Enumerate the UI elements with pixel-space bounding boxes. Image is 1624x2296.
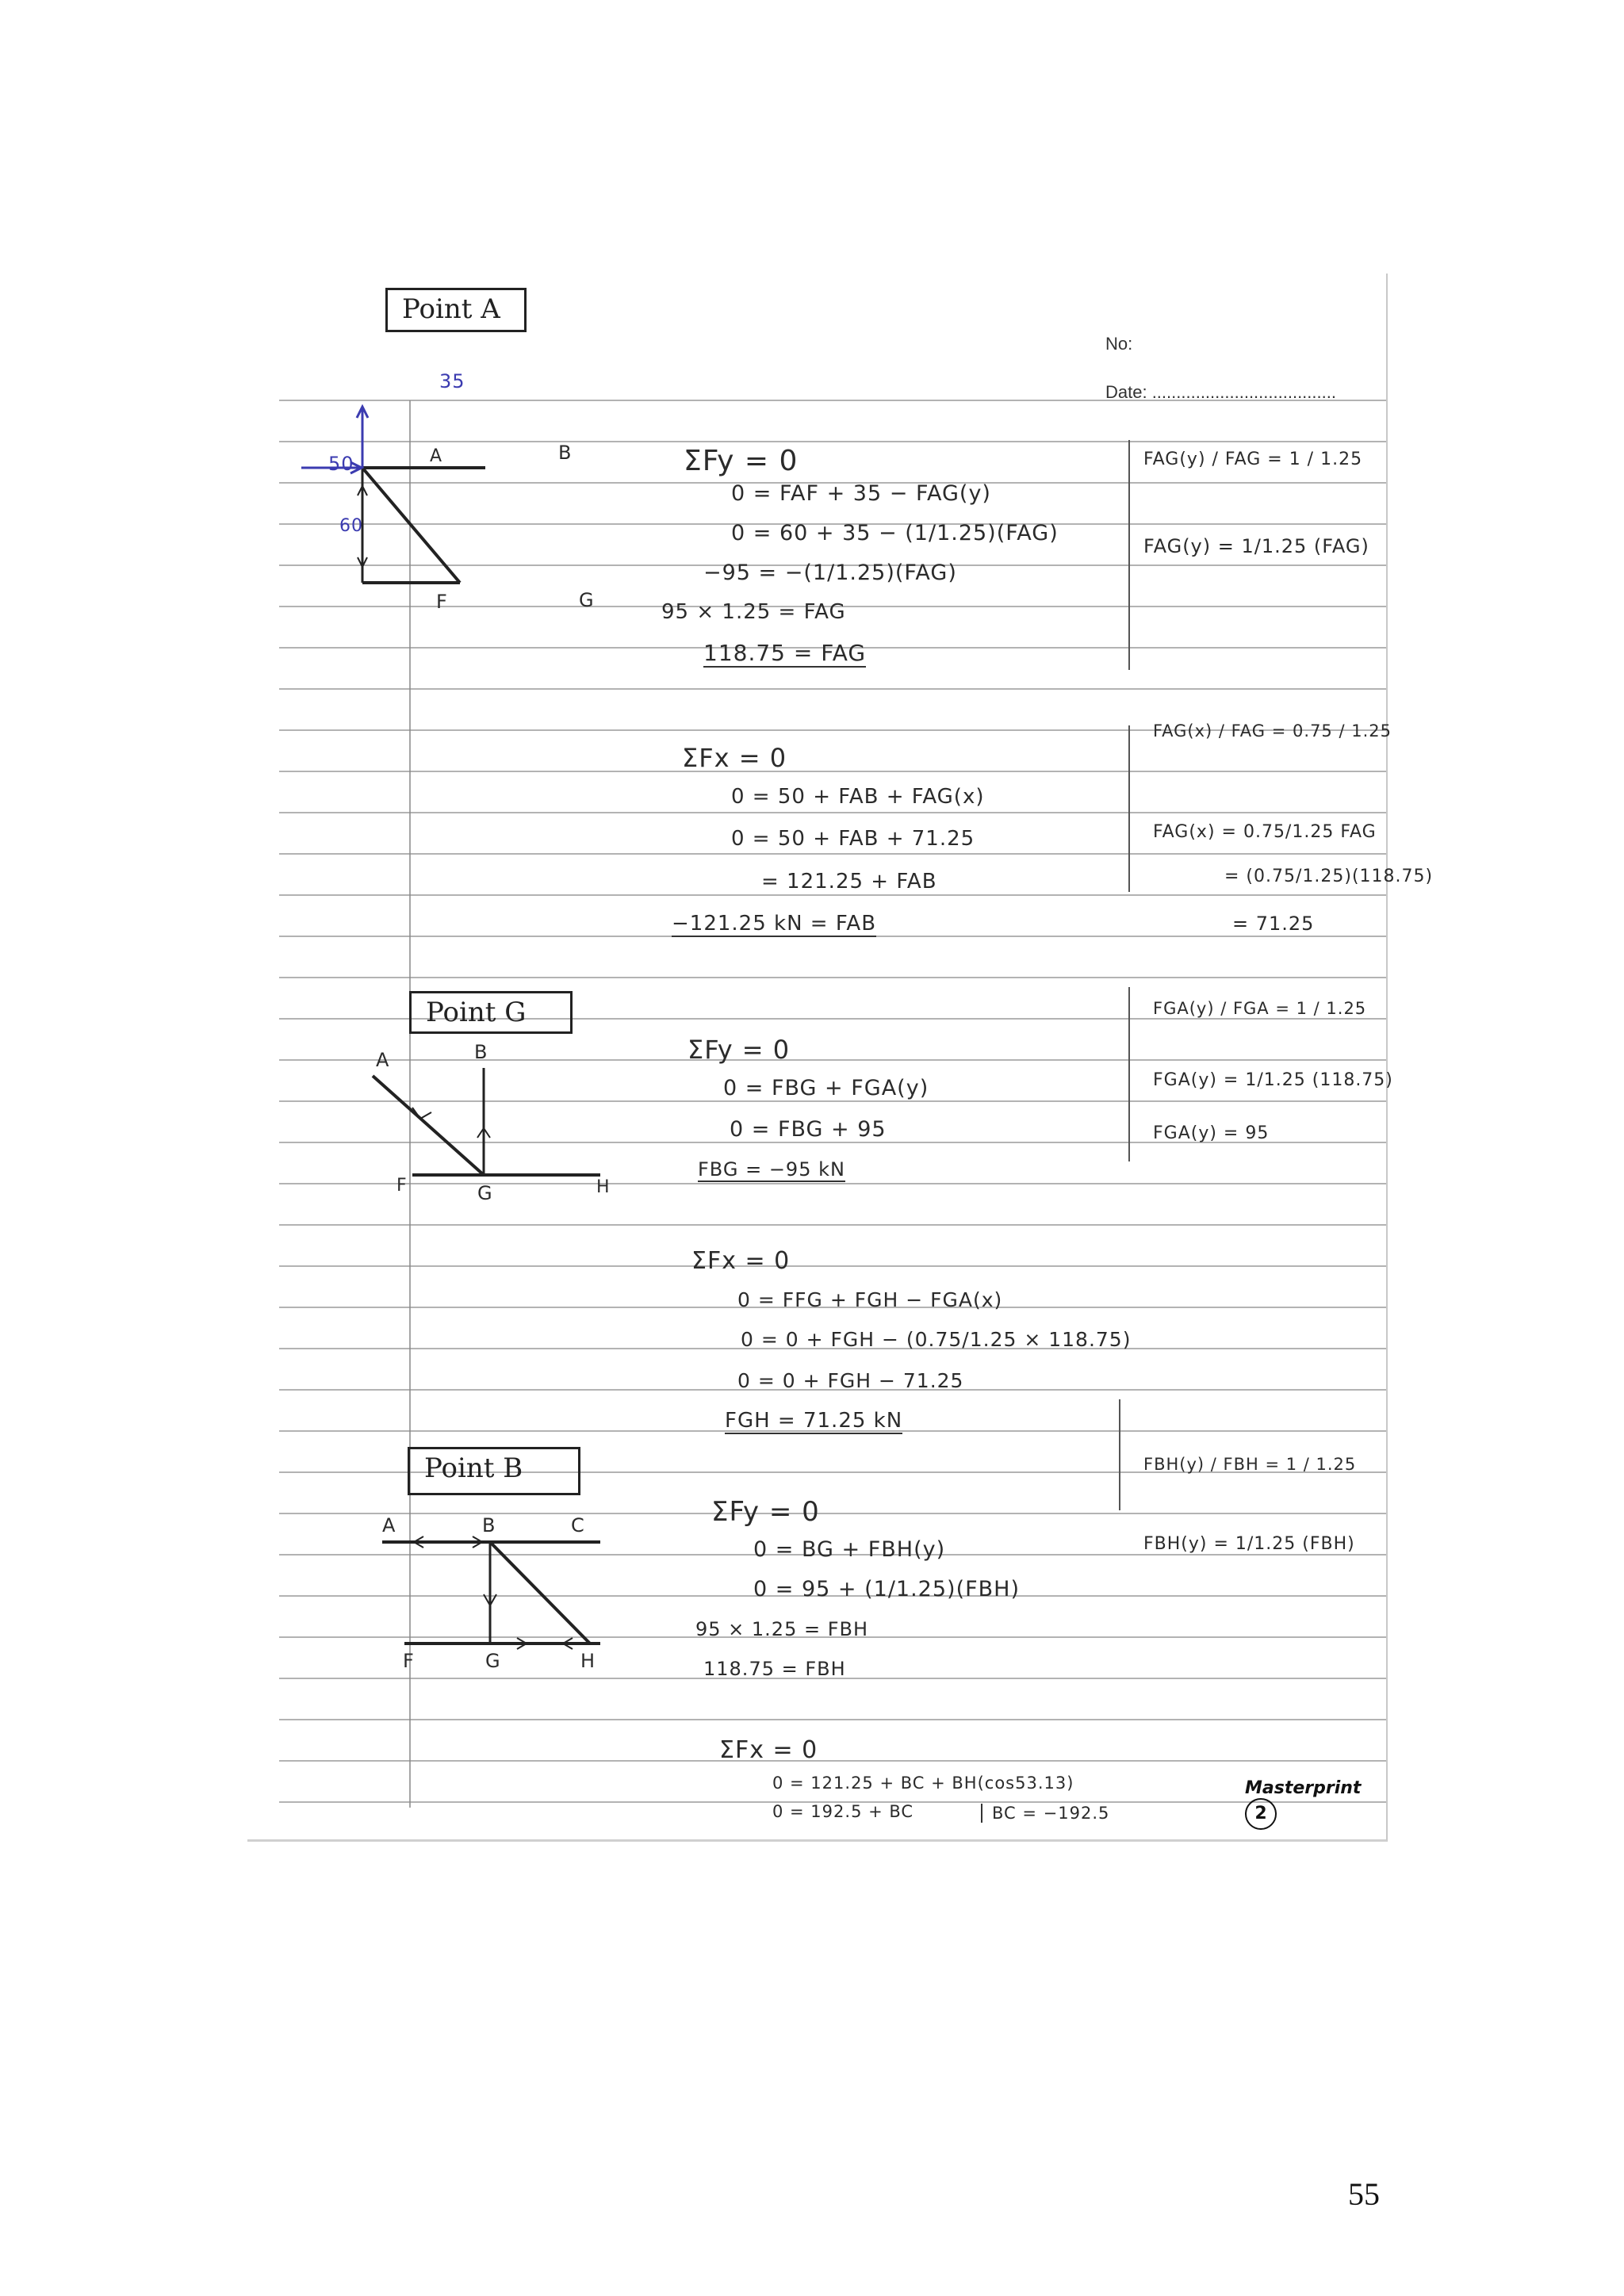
load-35: 35 xyxy=(439,370,465,392)
eq-b-fx-0: ΣFx = 0 xyxy=(719,1736,818,1764)
eq-b-fx-2: 0 = 192.5 + BC xyxy=(772,1802,914,1821)
eq-a-fx-1: 0 = 50 + FAB + FAG(x) xyxy=(731,785,985,809)
eq-b-fx-3: BC = −192.5 xyxy=(981,1804,1109,1823)
eq-b-fy-2: 0 = 95 + (1/1.25)(FBH) xyxy=(753,1577,1020,1601)
eq-b-fy-side-1: FBH(y) = 1/1.25 (FBH) xyxy=(1143,1534,1355,1554)
load-60: 60 xyxy=(339,516,363,536)
eq-a-fx-side-0: FAG(x) / FAG = 0.75 / 1.25 xyxy=(1153,721,1392,740)
date-field-label: Date: ...................................... xyxy=(1105,382,1336,402)
eq-b-fy-0: ΣFy = 0 xyxy=(711,1496,820,1528)
eq-a-fx-side-3: = 71.25 xyxy=(1232,913,1315,935)
g-node-h: H xyxy=(596,1177,611,1197)
eq-a-fy-3: −95 = −(1/1.25)(FAG) xyxy=(703,561,957,585)
notebook-page xyxy=(247,274,1434,1842)
eq-a-fy-1: 0 = FAF + 35 − FAG(y) xyxy=(731,481,991,506)
eq-g-fx-3: 0 = 0 + FGH − 71.25 xyxy=(737,1369,964,1392)
no-field-label: No: xyxy=(1105,334,1133,354)
masterprint-logo xyxy=(1245,1778,1386,1830)
eq-a-fx-3: = 121.25 + FAB xyxy=(761,870,937,894)
eq-g-fy-3: FBG = −95 kN xyxy=(698,1158,845,1181)
masterprint-page-circle: 2 xyxy=(1245,1798,1277,1830)
node-g: G xyxy=(579,589,595,611)
g-node-a: A xyxy=(376,1049,390,1071)
node-a: A xyxy=(430,446,443,466)
load-50: 50 xyxy=(328,453,354,475)
point-b-title: Point B xyxy=(424,1452,523,1484)
eq-a-fy-side-0: FAG(y) / FAG = 1 / 1.25 xyxy=(1143,450,1363,469)
eq-a-fy-side-1: FAG(y) = 1/1.25 (FAG) xyxy=(1143,535,1369,557)
eq-b-fy-3: 95 × 1.25 = FBH xyxy=(695,1618,869,1640)
node-f: F xyxy=(436,591,448,613)
b-node-g: G xyxy=(485,1650,501,1672)
g-node-f: F xyxy=(396,1176,408,1196)
eq-b-fy-1: 0 = BG + FBH(y) xyxy=(753,1537,946,1562)
b-node-c: C xyxy=(571,1514,585,1536)
eq-g-fy-2: 0 = FBG + 95 xyxy=(730,1117,887,1142)
b-node-f: F xyxy=(403,1650,415,1672)
point-b-free-body-diagram xyxy=(247,274,628,1701)
masterprint-logo-text: Masterprint xyxy=(1245,1778,1362,1798)
eq-a-fx-2: 0 = 50 + FAB + 71.25 xyxy=(731,827,975,851)
eq-b-fx-1: 0 = 121.25 + BC + BH(cos53.13) xyxy=(772,1774,1074,1793)
eq-b-fy-4: 118.75 = FBH xyxy=(703,1658,846,1680)
eq-g-fx-0: ΣFx = 0 xyxy=(691,1247,791,1275)
b-node-b: B xyxy=(482,1514,496,1536)
eq-g-fy-side-2: FGA(y) = 95 xyxy=(1153,1123,1270,1143)
point-g-title: Point G xyxy=(426,997,527,1028)
b-node-h: H xyxy=(580,1650,596,1672)
eq-g-fx-1: 0 = FFG + FGH − FGA(x) xyxy=(737,1288,1003,1311)
node-b: B xyxy=(558,442,573,464)
page-number: 55 xyxy=(1348,2176,1380,2212)
g-node-g: G xyxy=(477,1182,493,1204)
eq-a-fx-side-2: = (0.75/1.25)(118.75) xyxy=(1224,867,1434,886)
b-node-a: A xyxy=(382,1514,396,1536)
eq-g-fy-0: ΣFy = 0 xyxy=(688,1035,791,1065)
point-a-title: Point A xyxy=(402,293,500,325)
eq-a-fy-2: 0 = 60 + 35 − (1/1.25)(FAG) xyxy=(731,521,1059,545)
eq-g-fy-side-1: FGA(y) = 1/1.25 (118.75) xyxy=(1153,1070,1393,1090)
eq-g-fy-side-0: FGA(y) / FGA = 1 / 1.25 xyxy=(1153,999,1367,1018)
eq-a-fx-4: −121.25 kN = FAB xyxy=(672,912,877,936)
eq-g-fy-1: 0 = FBG + FGA(y) xyxy=(723,1076,929,1100)
eq-b-fy-side-0: FBH(y) / FBH = 1 / 1.25 xyxy=(1143,1455,1357,1474)
eq-g-fx-2: 0 = 0 + FGH − (0.75/1.25 × 118.75) xyxy=(741,1328,1132,1351)
g-node-b: B xyxy=(474,1041,488,1063)
eq-a-fy-4: 95 × 1.25 = FAG xyxy=(661,600,846,624)
eq-g-fx-4: FGH = 71.25 kN xyxy=(725,1409,903,1433)
eq-a-fx-0: ΣFx = 0 xyxy=(682,743,787,773)
eq-a-fy-5: 118.75 = FAG xyxy=(703,640,867,666)
eq-a-fy-0: ΣFy = 0 xyxy=(684,445,799,477)
eq-a-fx-side-1: FAG(x) = 0.75/1.25 FAG xyxy=(1153,822,1377,842)
